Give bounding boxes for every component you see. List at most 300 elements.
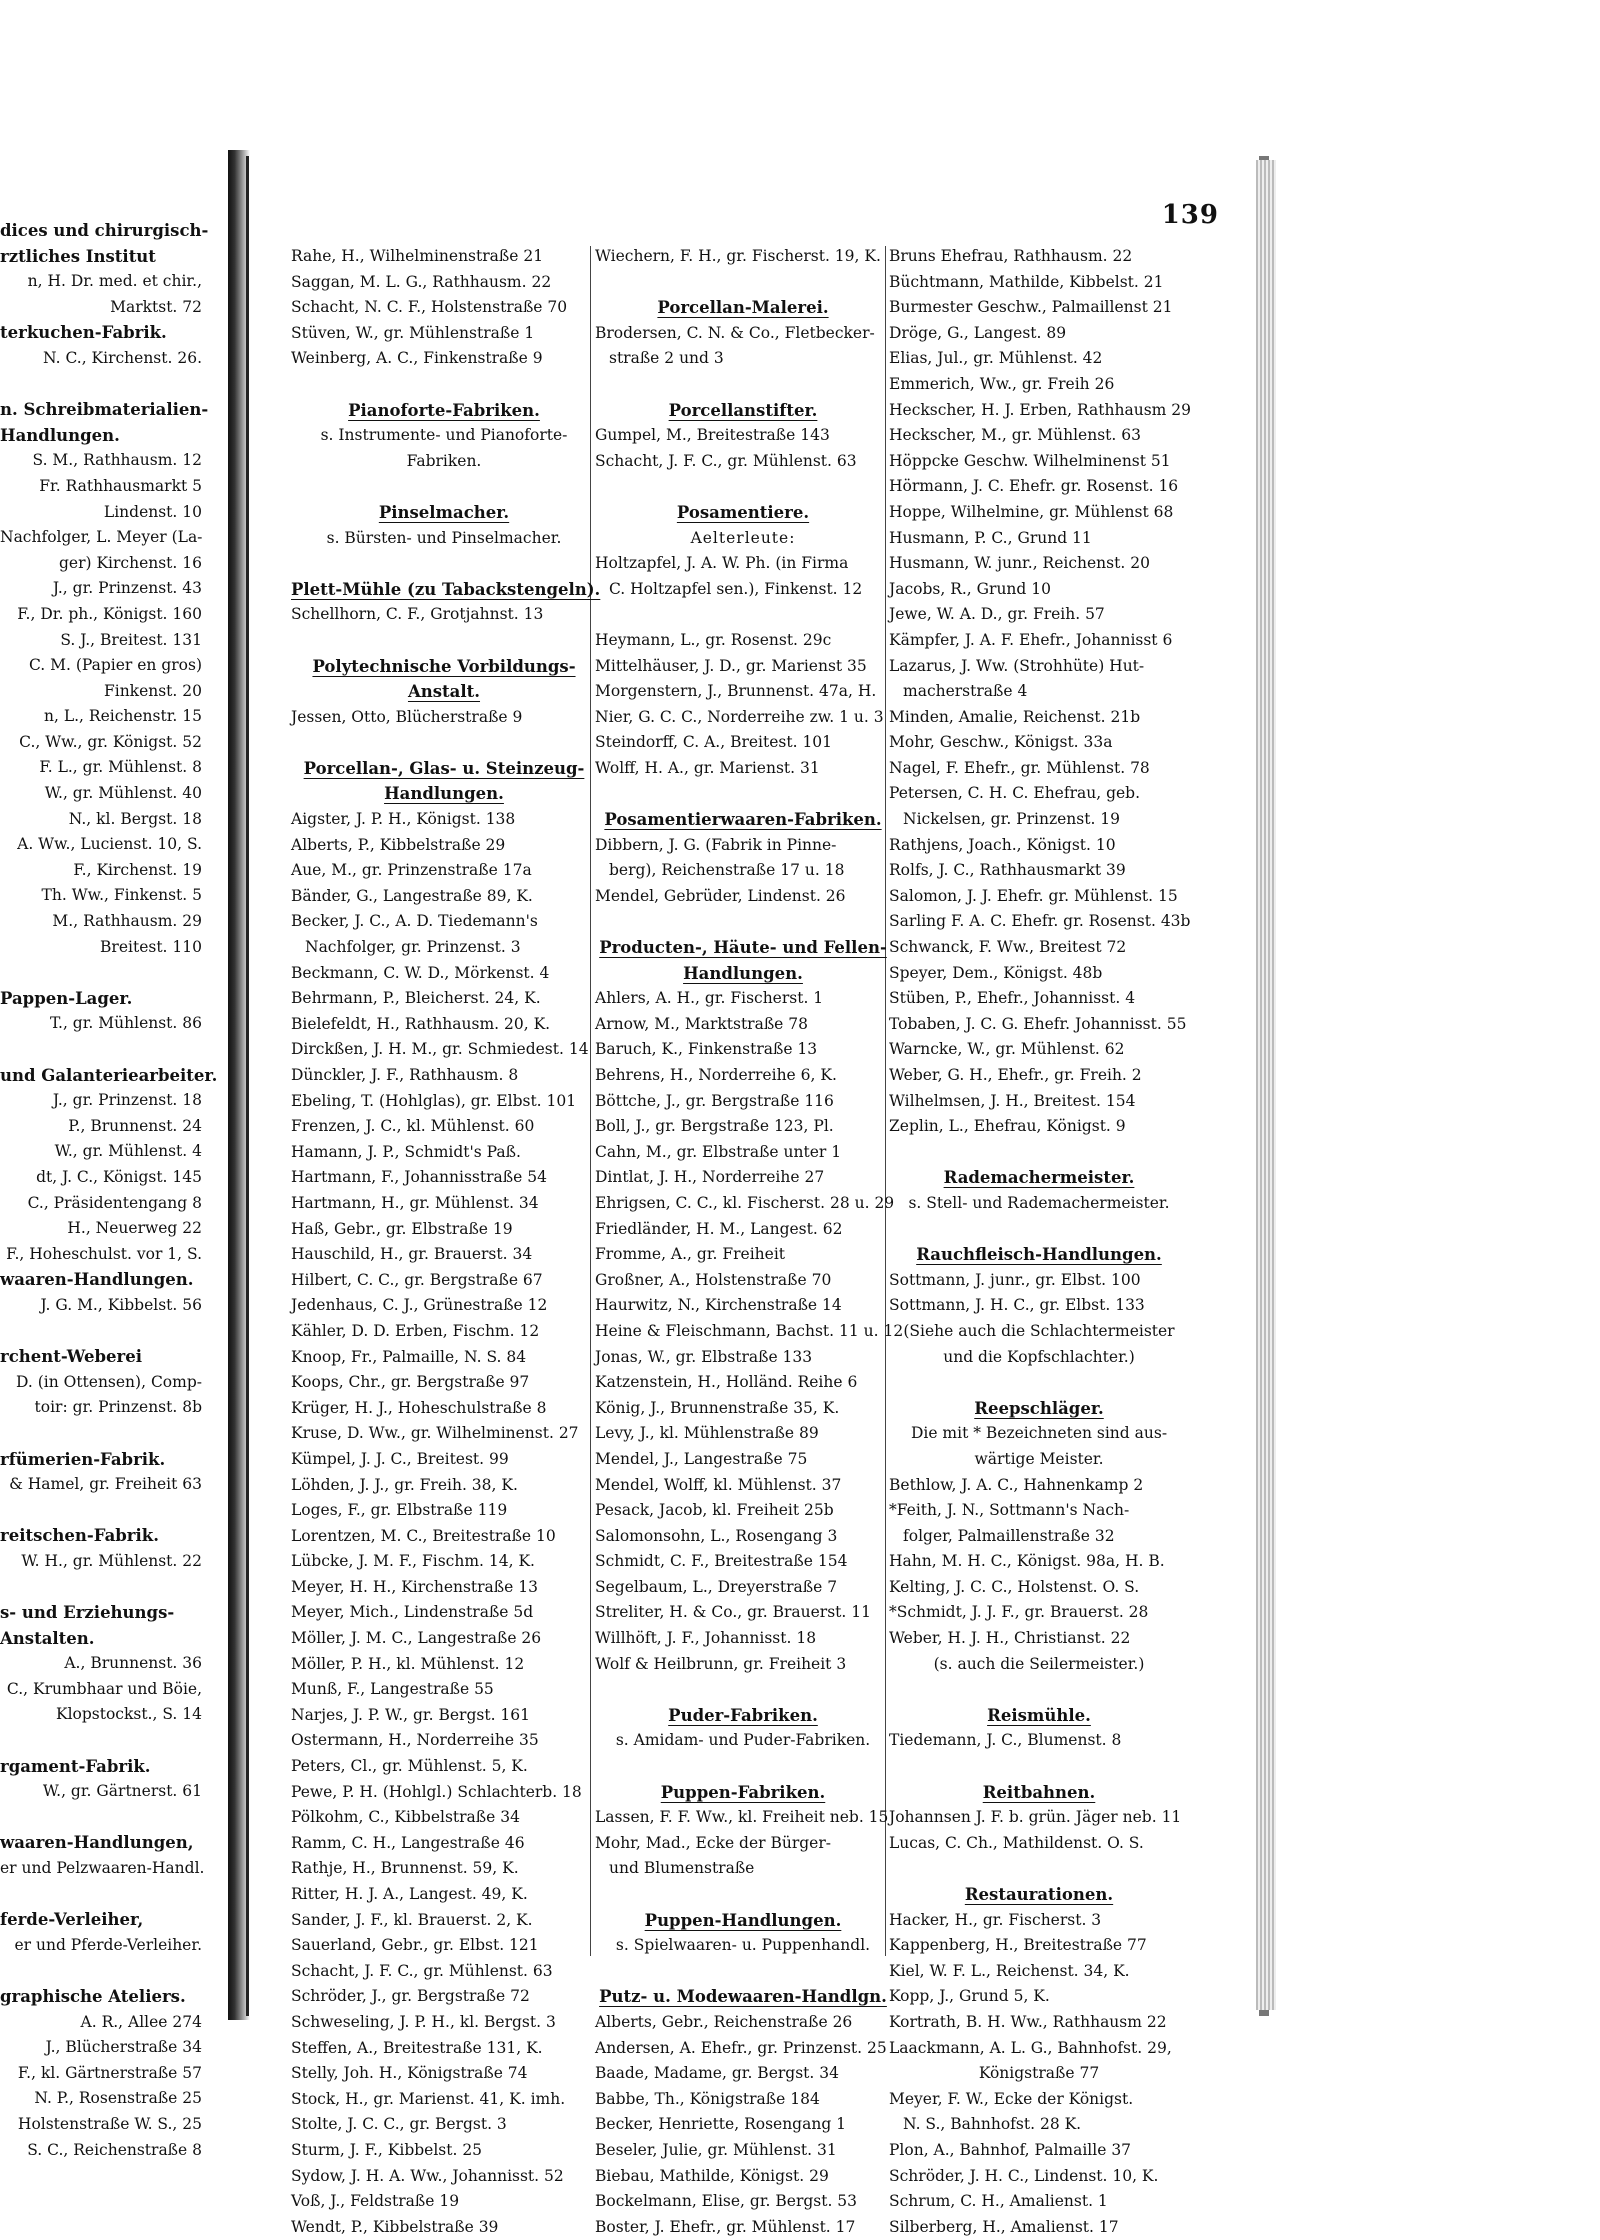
directory-entry: Weinberg, A. C., Finkenstraße 9 [291, 349, 543, 368]
section-heading: rchent-Weberei [0, 1347, 142, 1367]
section-heading: Porcellan-Malerei. [657, 298, 829, 318]
directory-entry: Lübcke, J. M. F., Fischm. 14, K. [291, 1552, 535, 1571]
directory-entry: dt, J. C., Königst. 145 [36, 1167, 202, 1186]
directory-entry: Fromme, A., gr. Freiheit [595, 1245, 786, 1264]
directory-entry: Pesack, Jacob, kl. Freiheit 25b [595, 1501, 834, 1520]
directory-entry: n, L., Reichenstr. 15 [44, 707, 202, 726]
section-heading: rfümerien-Fabrik. [0, 1449, 166, 1469]
directory-entry: Ehrigsen, C. C., kl. Fischerst. 28 u. 29 [595, 1193, 895, 1212]
directory-entry: Sturm, J. F., Kibbelst. 25 [291, 2140, 483, 2159]
directory-entry: Dröge, G., Langest. 89 [889, 323, 1067, 342]
directory-entry: Mohr, Geschw., Königst. 33a [889, 733, 1113, 752]
directory-entry: Pölkohm, C., Kibbelstraße 34 [291, 1808, 520, 1827]
directory-entry: Marktst. 72 [110, 297, 202, 316]
directory-entry: Mendel, J., Langestraße 75 [595, 1449, 808, 1468]
spacer [0, 372, 230, 398]
cross-reference: s. Instrumente- und Pianoforte- [320, 426, 568, 445]
directory-entry: Friedländer, H. M., Langest. 62 [595, 1219, 843, 1238]
section-heading: s- und Erziehungs- [0, 1603, 175, 1623]
spacer [595, 1882, 891, 1908]
directory-entry: F., Hoheschulst. vor 1, S. [6, 1244, 202, 1263]
entry-continuation: N. S., Bahnhofst. 28 K. [903, 2115, 1082, 2134]
directory-entry: Arnow, M., Marktstraße 78 [595, 1014, 809, 1033]
directory-entry: H., Neuerweg 22 [67, 1219, 202, 1238]
cross-reference: s. Bürsten- und Pinselmacher. [326, 528, 562, 547]
directory-entry: F., Kirchenst. 19 [73, 860, 202, 879]
directory-entry: Th. Ww., Finkenst. 5 [41, 886, 202, 905]
directory-entry: F. L., gr. Mühlenst. 8 [39, 758, 202, 777]
spacer [0, 960, 230, 986]
directory-entry: Mittelhäuser, J. D., gr. Marienst 35 [595, 656, 867, 675]
spacer [0, 1805, 230, 1831]
directory-entry: Stelly, Joh. H., Königstraße 74 [291, 2064, 528, 2083]
directory-entry: M., Rathhausm. 29 [52, 912, 202, 931]
page-edges [1256, 160, 1276, 2010]
directory-entry: Schröder, J., gr. Bergstraße 72 [291, 1987, 530, 2006]
directory-entry: Meyer, F. W., Ecke der Königst. [889, 2089, 1134, 2108]
spacer [595, 1754, 891, 1780]
directory-entry: Hörmann, J. C. Ehefr. gr. Rosenst. 16 [889, 477, 1179, 496]
directory-entry: Schröder, J. H. C., Lindenst. 10, K. [889, 2166, 1159, 2185]
section-heading: Producten-, Häute- und Fellen- [599, 938, 887, 958]
directory-entry: Alberts, Gebr., Reichenstraße 26 [595, 2012, 853, 2031]
directory-entry: Wolf & Heilbrunn, gr. Freiheit 3 [595, 1654, 847, 1673]
directory-entry: W., gr. Gärtnerst. 61 [42, 1782, 202, 1801]
section-heading: Handlungen. [0, 425, 120, 445]
directory-entry: Jewe, W. A. D., gr. Freih. 57 [889, 605, 1105, 624]
directory-entry: Saggan, M. L. G., Rathhausm. 22 [291, 272, 552, 291]
directory-entry: Becker, Henriette, Rosengang 1 [595, 2115, 847, 2134]
entry-continuation: folger, Palmaillenstraße 32 [903, 1526, 1115, 1545]
directory-entry: Sarling F. A. C. Ehefr. gr. Rosenst. 43b [889, 912, 1191, 931]
directory-entry: Bielefeldt, H., Rathhausm. 20, K. [291, 1014, 551, 1033]
directory-entry: Morgenstern, J., Brunnenst. 47a, H. [595, 682, 877, 701]
spacer [0, 1319, 230, 1345]
directory-entry: Weber, G. H., Ehefr., gr. Freih. 2 [889, 1066, 1142, 1084]
spacer [291, 730, 597, 756]
directory-entry: Heymann, L., gr. Rosenst. 29c [595, 630, 832, 649]
section-heading: waaren-Handlungen. [0, 1270, 194, 1290]
directory-column-1 [291, 244, 601, 2240]
spacer [0, 1728, 230, 1754]
entry-continuation: berg), Reichenstraße 17 u. 18 [609, 861, 845, 880]
directory-entry: Laackmann, A. L. G., Bahnhofst. 29, [889, 2038, 1172, 2057]
directory-entry: P., Brunnenst. 24 [68, 1116, 202, 1135]
directory-entry: Holstenstraße W. S., 25 [17, 2114, 202, 2133]
section-heading: Putz- u. Modewaaren-Handlgn. [599, 1987, 887, 2007]
directory-entry: Hacker, H., gr. Fischerst. 3 [889, 1910, 1102, 1929]
directory-entry: Pewe, P. H. (Hohlgl.) Schlachterb. 18 [291, 1782, 582, 1801]
directory-entry: S. C., Reichenstraße 8 [27, 2140, 202, 2159]
right-page [246, 156, 1269, 2236]
spacer [291, 372, 597, 398]
directory-entry: er und Pelzwaaren-Handl. [0, 1859, 205, 1877]
directory-entry: Hoppe, Wilhelmine, gr. Mühlenst 68 [889, 502, 1174, 521]
left-page-fragment [0, 150, 234, 2159]
directory-entry: Mendel, Wolff, kl. Mühlenst. 37 [595, 1475, 842, 1494]
section-heading: Polytechnische Vorbildungs- [312, 656, 576, 676]
section-heading: Porcellan-, Glas- u. Steinzeug- [303, 758, 585, 778]
directory-entry: Rolfs, J. C., Rathhausmarkt 39 [889, 861, 1126, 880]
section-heading: und Galanteriearbeiter. [0, 1065, 218, 1085]
directory-entry: Warncke, W., gr. Mühlenst. 62 [889, 1040, 1125, 1059]
section-heading: Restaurationen. [964, 1885, 1114, 1904]
directory-entry: *Feith, J. N., Sottmann's Nach- [889, 1501, 1130, 1520]
directory-entry: Hilbert, C. C., gr. Bergstraße 67 [291, 1270, 543, 1289]
section-heading: Reepschläger. [974, 1398, 1104, 1418]
directory-entry: Wolff, H. A., gr. Marienst. 31 [595, 758, 820, 777]
spacer [595, 602, 891, 628]
cross-reference: Fabriken. [406, 451, 482, 470]
cross-reference: s. Stell- und Rademachermeister. [908, 1193, 1170, 1212]
spacer [0, 1421, 230, 1447]
directory-entry: Nagel, F. Ehefr., gr. Mühlenst. 78 [889, 758, 1150, 777]
directory-entry: Behrmann, P., Bleicherst. 24, K. [291, 989, 541, 1008]
directory-entry: Dintlat, J. H., Norderreihe 27 [595, 1168, 825, 1187]
entry-continuation: und Blumenstraße [609, 1859, 755, 1878]
section-heading: Reitbahnen. [982, 1782, 1096, 1802]
cross-reference: (s. auch die Seilermeister.) [933, 1654, 1145, 1673]
spacer [595, 1677, 891, 1703]
directory-entry: Möller, J. M. C., Langestraße 26 [291, 1629, 542, 1648]
directory-entry: Kümpel, J. J. C., Breitest. 99 [291, 1449, 509, 1468]
directory-entry: Dibbern, J. G. (Fabrik in Pinne- [595, 835, 837, 854]
directory-entry: Alberts, P., Kibbelstraße 29 [291, 835, 506, 854]
directory-entry: Biebau, Mathilde, Königst. 29 [595, 2166, 829, 2185]
directory-entry: Mohr, Mad., Ecke der Bürger- [595, 1833, 832, 1852]
directory-entry: J. G. M., Kibbelst. 56 [40, 1295, 202, 1314]
directory-entry: A., Brunnenst. 36 [64, 1654, 202, 1673]
directory-entry: Lorentzen, M. C., Breitestraße 10 [291, 1526, 556, 1545]
directory-entry: Lindenst. 10 [103, 502, 202, 521]
directory-entry: Speyer, Dem., Königst. 48b [889, 963, 1103, 982]
directory-entry: Lazarus, J. Ww. (Strohhüte) Hut- [889, 656, 1145, 675]
directory-entry: Büchtmann, Mathilde, Kibbelst. 21 [889, 272, 1164, 291]
directory-entry: Schmidt, C. F., Breitestraße 154 [595, 1552, 848, 1571]
directory-entry: Boster, J. Ehefr., gr. Mühlenst. 17 [595, 2217, 856, 2236]
directory-entry: Sydow, J. H. A. Ww., Johannisst. 52 [291, 2166, 564, 2185]
section-heading: Posamentiere. [676, 502, 810, 522]
directory-entry: T., gr. Mühlenst. 86 [49, 1014, 202, 1033]
directory-entry: Stolte, J. C. C., gr. Bergst. 3 [291, 2115, 507, 2134]
spacer [889, 1677, 1189, 1703]
spacer [595, 474, 891, 500]
directory-entry: Jacobs, R., Grund 10 [889, 579, 1051, 598]
directory-entry: König, J., Brunnenstraße 35, K. [595, 1398, 840, 1417]
directory-entry: Sauerland, Gebr., gr. Elbst. 121 [291, 1936, 539, 1955]
directory-entry: Großner, A., Holstenstraße 70 [595, 1270, 832, 1289]
section-heading: rgament-Fabrik. [0, 1756, 151, 1776]
directory-entry: C., Präsidentengang 8 [27, 1193, 202, 1212]
spacer [889, 1140, 1189, 1166]
directory-entry: Beseler, Julie, gr. Mühlenst. 31 [595, 2140, 837, 2159]
directory-entry: Gumpel, M., Breitestraße 143 [595, 426, 830, 445]
directory-entry: Wiechern, F. H., gr. Fischerst. 19, K. [595, 247, 881, 265]
directory-entry: Brodersen, C. N. & Co., Fletbecker- [595, 323, 875, 342]
spacer [889, 1217, 1189, 1243]
directory-entry: Stock, H., gr. Marienst. 41, K. imh. [291, 2089, 566, 2108]
spacer [291, 474, 597, 500]
directory-entry: Baade, Madame, gr. Bergst. 34 [595, 2064, 839, 2083]
section-heading: dices und chirurgisch- [0, 221, 209, 240]
section-heading: Puppen-Fabriken. [660, 1782, 826, 1802]
directory-entry: Meyer, Mich., Lindenstraße 5d [291, 1603, 534, 1622]
cross-reference: Königstraße 77 [978, 2064, 1100, 2083]
directory-entry: Lucas, C. Ch., Mathildenst. O. S. [889, 1833, 1144, 1852]
spacer [595, 270, 891, 296]
directory-entry: Elias, Jul., gr. Mühlenst. 42 [889, 349, 1103, 368]
directory-entry: Plon, A., Bahnhof, Palmaille 37 [889, 2140, 1132, 2159]
directory-entry: J., gr. Prinzenst. 43 [52, 579, 202, 598]
spacer [291, 628, 597, 654]
section-heading: Porcellanstifter. [668, 400, 818, 420]
directory-entry: Ramm, C. H., Langestraße 46 [291, 1833, 525, 1852]
directory-entry: Knoop, Fr., Palmaille, N. S. 84 [291, 1347, 527, 1366]
directory-entry: Munß, F., Langestraße 55 [291, 1680, 494, 1699]
directory-entry: Ebeling, T. (Hohlglas), gr. Elbst. 101 [291, 1091, 577, 1110]
directory-entry: Nier, G. C. C., Norderreihe zw. 1 u. 3 [595, 707, 884, 726]
directory-entry: Schacht, N. C. F., Holstenstraße 70 [291, 298, 568, 317]
directory-entry: F., Dr. ph., Königst. 160 [17, 604, 202, 623]
entry-continuation: Nickelsen, gr. Prinzenst. 19 [903, 810, 1121, 829]
spacer [889, 1754, 1189, 1780]
cross-reference: s. Amidam- und Puder-Fabriken. [615, 1731, 871, 1750]
directory-entry: Emmerich, Ww., gr. Freih 26 [889, 374, 1115, 393]
section-subheading: Aelterleute: [690, 528, 796, 547]
spacer [889, 1370, 1189, 1396]
directory-entry: Streliter, H. & Co., gr. Brauerst. 11 [595, 1603, 871, 1622]
directory-entry: Loges, F., gr. Elbstraße 119 [291, 1501, 508, 1520]
directory-entry: Löhden, J. J., gr. Freih. 38, K. [291, 1475, 518, 1494]
directory-entry: Schacht, J. F. C., gr. Mühlenst. 63 [595, 451, 857, 470]
directory-entry: Bockelmann, Elise, gr. Bergst. 53 [595, 2192, 858, 2211]
section-heading: Pappen-Lager. [0, 988, 133, 1008]
directory-entry: Kelting, J. C. C., Holstenst. O. S. [889, 1577, 1140, 1596]
directory-entry: Kortrath, B. H. Ww., Rathhausm 22 [889, 2012, 1167, 2031]
directory-entry: Hauschild, H., gr. Brauerst. 34 [291, 1245, 533, 1264]
directory-entry: Beckmann, C. W. D., Mörkenst. 4 [291, 963, 550, 982]
section-heading: terkuchen-Fabrik. [0, 323, 167, 343]
directory-entry: Aue, M., gr. Prinzenstraße 17a [291, 861, 532, 880]
directory-entry: Ostermann, H., Norderreihe 35 [291, 1731, 539, 1750]
section-heading: Puder-Fabriken. [668, 1705, 818, 1725]
directory-entry: Bänder, G., Langestraße 89, K. [291, 886, 533, 905]
directory-entry: Petersen, C. H. C. Ehefrau, geb. [889, 784, 1141, 803]
directory-entry: Koops, Chr., gr. Bergstraße 97 [291, 1373, 530, 1392]
directory-entry: Tiedemann, J. C., Blumenst. 8 [889, 1731, 1122, 1750]
directory-entry: Haß, Gebr., gr. Elbstraße 19 [291, 1219, 513, 1238]
directory-entry: Heckscher, H. J. Erben, Rathhausm 29 [889, 400, 1191, 419]
directory-entry: Cahn, M., gr. Elbstraße unter 1 [595, 1142, 842, 1161]
directory-entry: Sottmann, J. H. C., gr. Elbst. 133 [889, 1296, 1145, 1315]
spacer [0, 1958, 230, 1984]
directory-entry: Schweseling, J. P. H., kl. Bergst. 3 [291, 2012, 556, 2031]
directory-entry: Mendel, Gebrüder, Lindenst. 26 [595, 886, 846, 905]
entry-continuation: C. Holtzapfel sen.), Finkenst. 12 [609, 579, 863, 598]
directory-entry: Kähler, D. D. Erben, Fischm. 12 [291, 1321, 540, 1340]
left-page-column [0, 218, 230, 2163]
directory-entry: Rahe, H., Wilhelminenstraße 21 [291, 247, 544, 265]
section-heading: waaren-Handlungen, [0, 1833, 194, 1853]
directory-entry: Kruse, D. Ww., gr. Wilhelminenst. 27 [291, 1424, 579, 1443]
directory-entry: Baruch, K., Finkenstraße 13 [595, 1040, 818, 1059]
directory-entry: Voß, J., Feldstraße 19 [291, 2192, 460, 2211]
section-heading: Handlungen. [683, 963, 803, 983]
directory-entry: Jonas, W., gr. Elbstraße 133 [595, 1347, 813, 1366]
directory-entry: W., gr. Mühlenst. 40 [44, 784, 202, 803]
directory-entry: Narjes, J. P. W., gr. Bergst. 161 [291, 1705, 531, 1724]
directory-entry: Jedenhaus, C. J., Grünestraße 12 [291, 1296, 548, 1315]
directory-entry: Frenzen, J. C., kl. Mühlenst. 60 [291, 1117, 535, 1136]
directory-entry: Rathje, H., Brunnenst. 59, K. [291, 1859, 519, 1878]
directory-entry: Lassen, F. F. Ww., kl. Freiheit neb. 15 [595, 1808, 889, 1827]
directory-entry: J., Blücherstraße 34 [45, 2038, 202, 2057]
directory-entry: Stüben, P., Ehefr., Johannisst. 4 [889, 989, 1136, 1008]
directory-entry: Aigster, J. P. H., Königst. 138 [291, 810, 516, 829]
directory-entry: Schacht, J. F. C., gr. Mühlenst. 63 [291, 1961, 553, 1980]
directory-entry: Höppcke Geschw. Wilhelminenst 51 [889, 451, 1171, 470]
spacer [595, 909, 891, 935]
directory-entry: Salomonsohn, L., Rosengang 3 [595, 1526, 838, 1545]
directory-entry: C., Ww., gr. Königst. 52 [19, 732, 202, 751]
directory-entry: n, H. Dr. med. et chir., [27, 272, 202, 291]
directory-entry: toir: gr. Prinzenst. 8b [34, 1398, 202, 1417]
directory-entry: C., Krumbhaar und Böie, [6, 1679, 202, 1698]
directory-entry: S. J., Breitest. 131 [60, 630, 202, 649]
spacer [595, 781, 891, 807]
directory-entry: Rathjens, Joach., Königst. 10 [889, 835, 1116, 854]
directory-entry: D. (in Ottensen), Comp- [15, 1372, 202, 1391]
directory-entry: Tobaben, J. C. G. Ehefr. Johannisst. 55 [889, 1014, 1187, 1033]
directory-entry: S. M., Rathhausm. 12 [32, 451, 202, 470]
directory-entry: Meyer, H. H., Kirchenstraße 13 [291, 1577, 538, 1596]
section-heading: Rauchfleisch-Handlungen. [916, 1245, 1162, 1265]
directory-entry: Schrum, C. H., Amalienst. 1 [889, 2192, 1108, 2211]
directory-entry: Dirckßen, J. H. M., gr. Schmiedest. 14 [291, 1040, 589, 1059]
spacer [291, 551, 597, 577]
spacer [0, 1498, 230, 1524]
directory-entry: Krüger, H. J., Hoheschulstraße 8 [291, 1398, 547, 1417]
spacer [0, 1882, 230, 1908]
spacer [0, 1574, 230, 1600]
spacer [595, 1959, 891, 1985]
cross-reference: (Siehe auch die Schlachtermeister [903, 1321, 1175, 1340]
directory-entry: Silberberg, H., Amalienst. 17 [889, 2217, 1119, 2236]
directory-entry: Hartmann, H., gr. Mühlenst. 34 [291, 1193, 539, 1212]
section-heading: ferde-Verleiher, [0, 1910, 144, 1930]
directory-entry: ger) Kirchenst. 16 [58, 553, 202, 572]
section-heading: Reismühle. [987, 1705, 1091, 1725]
spacer [595, 372, 891, 398]
directory-entry: W., gr. Mühlenst. 4 [54, 1142, 202, 1161]
directory-entry: Levy, J., kl. Mühlenstraße 89 [595, 1424, 819, 1443]
directory-entry: Boll, J., gr. Bergstraße 123, Pl. [595, 1117, 834, 1136]
directory-entry: Ahlers, A. H., gr. Fischerst. 1 [595, 989, 824, 1008]
directory-entry: A. R., Allee 274 [80, 2012, 202, 2031]
directory-entry: Zeplin, L., Ehefrau, Königst. 9 [889, 1117, 1126, 1136]
directory-entry: Behrens, H., Norderreihe 6, K. [595, 1066, 837, 1084]
directory-entry: Möller, P. H., kl. Mühlenst. 12 [291, 1654, 525, 1673]
directory-entry: Klopstockst., S. 14 [56, 1705, 202, 1724]
directory-entry: Stüven, W., gr. Mühlenstraße 1 [291, 323, 535, 342]
section-heading: Handlungen. [384, 784, 504, 804]
directory-entry: Kämpfer, J. A. F. Ehefr., Johannisst 6 [889, 630, 1173, 649]
directory-entry: Andersen, A. Ehefr., gr. Prinzenst. 25 [595, 2038, 887, 2057]
section-heading: Plett-Mühle (zu Tabackstengeln). [291, 579, 601, 599]
directory-entry: J., gr. Prinzenst. 18 [52, 1091, 202, 1110]
section-heading: Posamentierwaaren-Fabriken. [604, 810, 882, 830]
directory-entry: Babbe, Th., Königstraße 184 [595, 2089, 820, 2108]
cross-reference: Die mit * Bezeichneten sind aus- [910, 1424, 1168, 1443]
directory-entry: Willhöft, J. F., Johannisst. 18 [595, 1629, 817, 1648]
directory-entry: Becker, J. C., A. D. Tiedemann's [291, 912, 538, 931]
cross-reference: wärtige Meister. [974, 1449, 1104, 1468]
directory-entry: Bethlow, J. A. C., Hahnenkamp 2 [889, 1475, 1144, 1494]
directory-entry: Kappenberg, H., Breitestraße 77 [889, 1936, 1147, 1955]
section-heading: reitschen-Fabrik. [0, 1526, 159, 1546]
directory-entry: W. H., gr. Mühlenst. 22 [21, 1551, 202, 1570]
spacer [0, 1037, 230, 1063]
directory-entry: er und Pferde-Verleiher. [14, 1935, 202, 1954]
entry-continuation: Nachfolger, gr. Prinzenst. 3 [305, 938, 521, 957]
directory-entry: N. P., Rosenstraße 25 [34, 2089, 202, 2108]
directory-entry: C. M. (Papier en gros) [28, 656, 202, 675]
directory-entry: Schellhorn, C. F., Grotjahnst. 13 [291, 605, 544, 624]
directory-entry: Holtzapfel, J. A. W. Ph. (in Firma [595, 554, 849, 573]
directory-entry: Segelbaum, L., Dreyerstraße 7 [595, 1577, 838, 1596]
directory-entry: Sander, J. F., kl. Brauerst. 2, K. [291, 1910, 533, 1929]
directory-entry: Wilhelmsen, J. H., Breitest. 154 [889, 1091, 1136, 1110]
directory-entry: F., kl. Gärtnerstraße 57 [17, 2063, 202, 2082]
directory-column-2 [595, 244, 904, 2240]
directory-entry: Jessen, Otto, Blücherstraße 9 [291, 707, 523, 726]
directory-entry: Johannsen J. F. b. grün. Jäger neb. 11 [889, 1808, 1182, 1827]
directory-column-3 [889, 244, 1189, 2240]
directory-entry: Peters, Cl., gr. Mühlenst. 5, K. [291, 1757, 528, 1776]
section-heading: Puppen-Handlungen. [644, 1910, 842, 1930]
directory-entry: Salomon, J. J. Ehefr. gr. Mühlenst. 15 [889, 886, 1178, 905]
section-heading: Pianoforte-Fabriken. [348, 400, 540, 420]
directory-entry: Hamann, J. P., Schmidt's Paß. [291, 1142, 521, 1161]
directory-entry: N. C., Kirchenst. 26. [43, 348, 202, 367]
section-heading: Pinselmacher. [378, 502, 510, 522]
section-heading: Anstalt. [407, 682, 481, 702]
directory-entry: Haurwitz, N., Kirchenstraße 14 [595, 1296, 842, 1315]
section-heading: Rademachermeister. [943, 1168, 1135, 1188]
spacer [889, 1856, 1189, 1882]
directory-entry: Nachfolger, L. Meyer (La- [0, 528, 203, 547]
directory-entry: Husmann, P. C., Grund 11 [889, 528, 1092, 547]
cross-reference: und die Kopfschlachter.) [943, 1347, 1135, 1366]
directory-entry: Kopp, J., Grund 5, K. [889, 1987, 1050, 2006]
directory-entry: Hahn, M. H. C., Königst. 98a, H. B. [889, 1552, 1165, 1571]
directory-entry: N., kl. Bergst. 18 [68, 809, 202, 828]
section-heading: rztliches Institut [0, 246, 156, 266]
directory-entry: & Hamel, gr. Freiheit 63 [9, 1475, 202, 1494]
directory-entry: Wendt, P., Kibbelstraße 39 [291, 2217, 499, 2236]
directory-entry: Minden, Amalie, Reichenst. 21b [889, 707, 1141, 726]
directory-entry: *Schmidt, J. J. F., gr. Brauerst. 28 [889, 1603, 1149, 1622]
directory-entry: Dünckler, J. F., Rathhausm. 8 [291, 1066, 519, 1084]
section-heading: n. Schreibmaterialien- [0, 400, 209, 420]
directory-entry: Schwanck, F. Ww., Breitest 72 [889, 938, 1127, 957]
directory-entry: Fr. Rathhausmarkt 5 [39, 476, 202, 495]
entry-continuation: straße 2 und 3 [609, 349, 724, 368]
page-number: 139 [1161, 200, 1219, 230]
directory-entry: Burmester Geschw., Palmaillenst 21 [889, 298, 1173, 317]
directory-entry: A. Ww., Lucienst. 10, S. [17, 835, 202, 854]
section-heading: graphische Ateliers. [0, 1986, 186, 2006]
